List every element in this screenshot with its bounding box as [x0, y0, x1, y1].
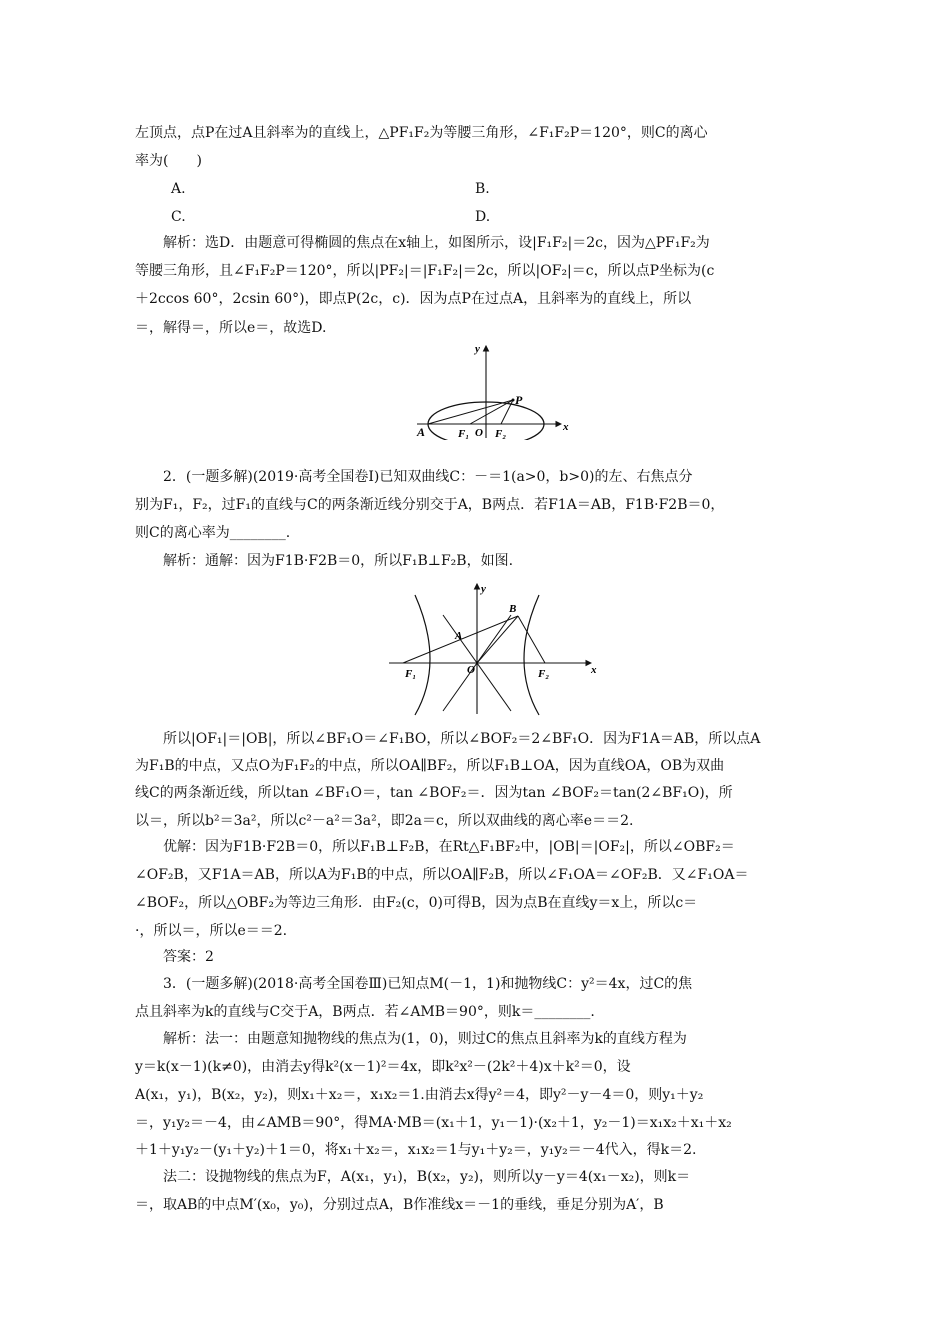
text-line-18: 以＝，所以b²＝3a²，所以c²－a²＝3a²，即2a＝c，所以双曲线的离心率e＝＝2.	[135, 813, 634, 829]
label-O: O	[475, 427, 483, 439]
text-line-25: 点且斜率为k的直线与C交于A，B两点．若∠AMB＝90°，则k＝________.	[135, 1004, 595, 1020]
text-line-21: ∠BOF₂，所以△OBF₂为等边三角形．由F₂(c，0)可得B，因为点B在直线y＝x上，所以c＝	[135, 895, 698, 911]
text-line-12: 别为F₁，F₂，过F₁的直线与C的两条渐近线分别交于A，B两点．若F1A＝AB，F1B·F2B＝0，	[135, 497, 725, 513]
label-F1: F₁	[405, 668, 417, 680]
text-line-10: ＝，解得＝，所以e＝，故选D.	[135, 320, 327, 336]
text-line-16: 为F₁B的中点，又点O为F₁F₂的中点，所以OA∥BF₂，所以F₁B⊥OA，因为直线OA，OB为双曲	[135, 758, 725, 774]
answer-line: 答案：2	[163, 949, 214, 965]
label-O: O	[467, 664, 475, 676]
hyperbola-figure	[385, 578, 600, 716]
label-B: B	[509, 603, 517, 615]
text-line-11: 2．(一题多解)(2019·高考全国卷Ⅰ)已知双曲线C：－＝1(a>0，b>0)的左、右焦点分	[163, 469, 693, 485]
label-P: P	[515, 393, 523, 407]
text-line-14: 解析：通解：因为F1B·F2B＝0，所以F₁B⊥F₂B，如图.	[163, 553, 514, 569]
option-d: D.	[475, 209, 491, 225]
text-line-28: A(x₁，y₁)，B(x₂，y₂)，则x₁＋x₂＝，x₁x₂＝1.由消去x得y²＝4，即y²－y－4＝0，则y₁＋y₂	[135, 1087, 704, 1103]
text-line-7: 解析：选D．由题意可得椭圆的焦点在x轴上，如图所示，设|F₁F₂|＝2c，因为△PF₁F₂为	[163, 235, 710, 251]
text-line-24: 3．(一题多解)(2018·高考全国卷Ⅲ)已知点M(－1，1)和抛物线C：y²＝4x，过C的焦	[163, 976, 693, 992]
option-c: C.	[171, 209, 186, 225]
text-line-32: ＝，取AB的中点M′(x₀，y₀)，分别过点A，B作准线x＝－1的垂线，垂足分别为A′，B	[135, 1197, 664, 1213]
text-line-15: 所以|OF₁|＝|OB|，所以∠BF₁O＝∠F₁BO，所以∠BOF₂＝2∠BF₁O．因为F1A＝AB，所以点A	[163, 731, 761, 747]
label-A: A	[417, 425, 426, 439]
hyperbola-right-branch	[524, 595, 539, 715]
label-y: y	[481, 583, 486, 595]
text-line-26: 解析：法一：由题意知抛物线的焦点为(1，0)，则过C的焦点且斜率为k的直线方程为	[163, 1031, 687, 1047]
text-line-30: ＋1＋y₁y₂－(y₁＋y₂)＋1＝0，将x₁＋x₂＝，x₁x₂＝1与y₁＋y₂＝，y₁y₂＝－4代入，得k＝2.	[135, 1142, 697, 1158]
text-line-20: ∠OF₂B，又F1A＝AB，所以A为F₁B的中点，所以OA∥F₂B，所以∠F₁OA＝∠OF₂B．又∠F₁OA＝	[135, 867, 749, 883]
text-line-29: ＝，y₁y₂＝－4，由∠AMB＝90°，得MA·MB＝(x₁＋1，y₁－1)·(x₂＋1，y₂－1)＝x₁x₂＋x₁＋x₂	[135, 1115, 732, 1131]
option-a: A.	[171, 181, 186, 197]
ellipse-figure	[415, 340, 575, 440]
label-A: A	[455, 630, 463, 642]
text-line-8: 等腰三角形，且∠F₁F₂P＝120°，所以|PF₂|＝|F₁F₂|＝2c，所以|OF₂|＝c，所以点P坐标为(c	[135, 263, 715, 279]
line-AP	[428, 400, 513, 424]
text-line-19: 优解：因为F1B·F2B＝0，所以F₁B⊥F₂B，在Rt△F₁BF₂中，|OB|＝|OF₂|，所以∠OBF₂＝	[163, 839, 735, 855]
label-x: x	[591, 664, 597, 676]
text-line-17: 线C的两条渐近线，所以tan ∠BF₁O＝，tan ∠BOF₂＝．因为tan ∠BOF₂＝tan(2∠BF₁O)，所	[135, 785, 733, 801]
text-line-27: y＝k(x－1)(k≠0)，由消去y得k²(x－1)²＝4x，即k²x²－(2k²＋4)x＋k²＝0，设	[135, 1059, 631, 1075]
label-F2: F₂	[538, 668, 550, 680]
label-y: y	[475, 343, 480, 355]
text-line-13: 则C的离心率为________.	[135, 525, 291, 541]
label-x: x	[563, 421, 569, 433]
text-line-31: 法二：设抛物线的焦点为F，A(x₁，y₁)，B(x₂，y₂)，则所以y－y＝4(x₁－x₂)，则k＝	[163, 1169, 691, 1185]
label-F1: F₁	[458, 428, 470, 440]
line-OB	[477, 616, 518, 663]
text-line-22: ·，所以＝，所以e＝＝2.	[135, 923, 288, 939]
text-line-1: 左顶点，点P在过A且斜率为的直线上，△PF₁F₂为等腰三角形，∠F₁F₂P＝120°，则C的离心	[135, 125, 708, 141]
option-b: B.	[475, 181, 490, 197]
text-line-9: ＋2ccos 60°，2csin 60°)，即点P(2c，c)．因为点P在过点A，且斜率为的直线上，所以	[135, 291, 692, 307]
text-line-2: 率为( )	[135, 153, 202, 169]
line-F2B	[518, 616, 545, 663]
label-F2: F₂	[495, 428, 507, 440]
